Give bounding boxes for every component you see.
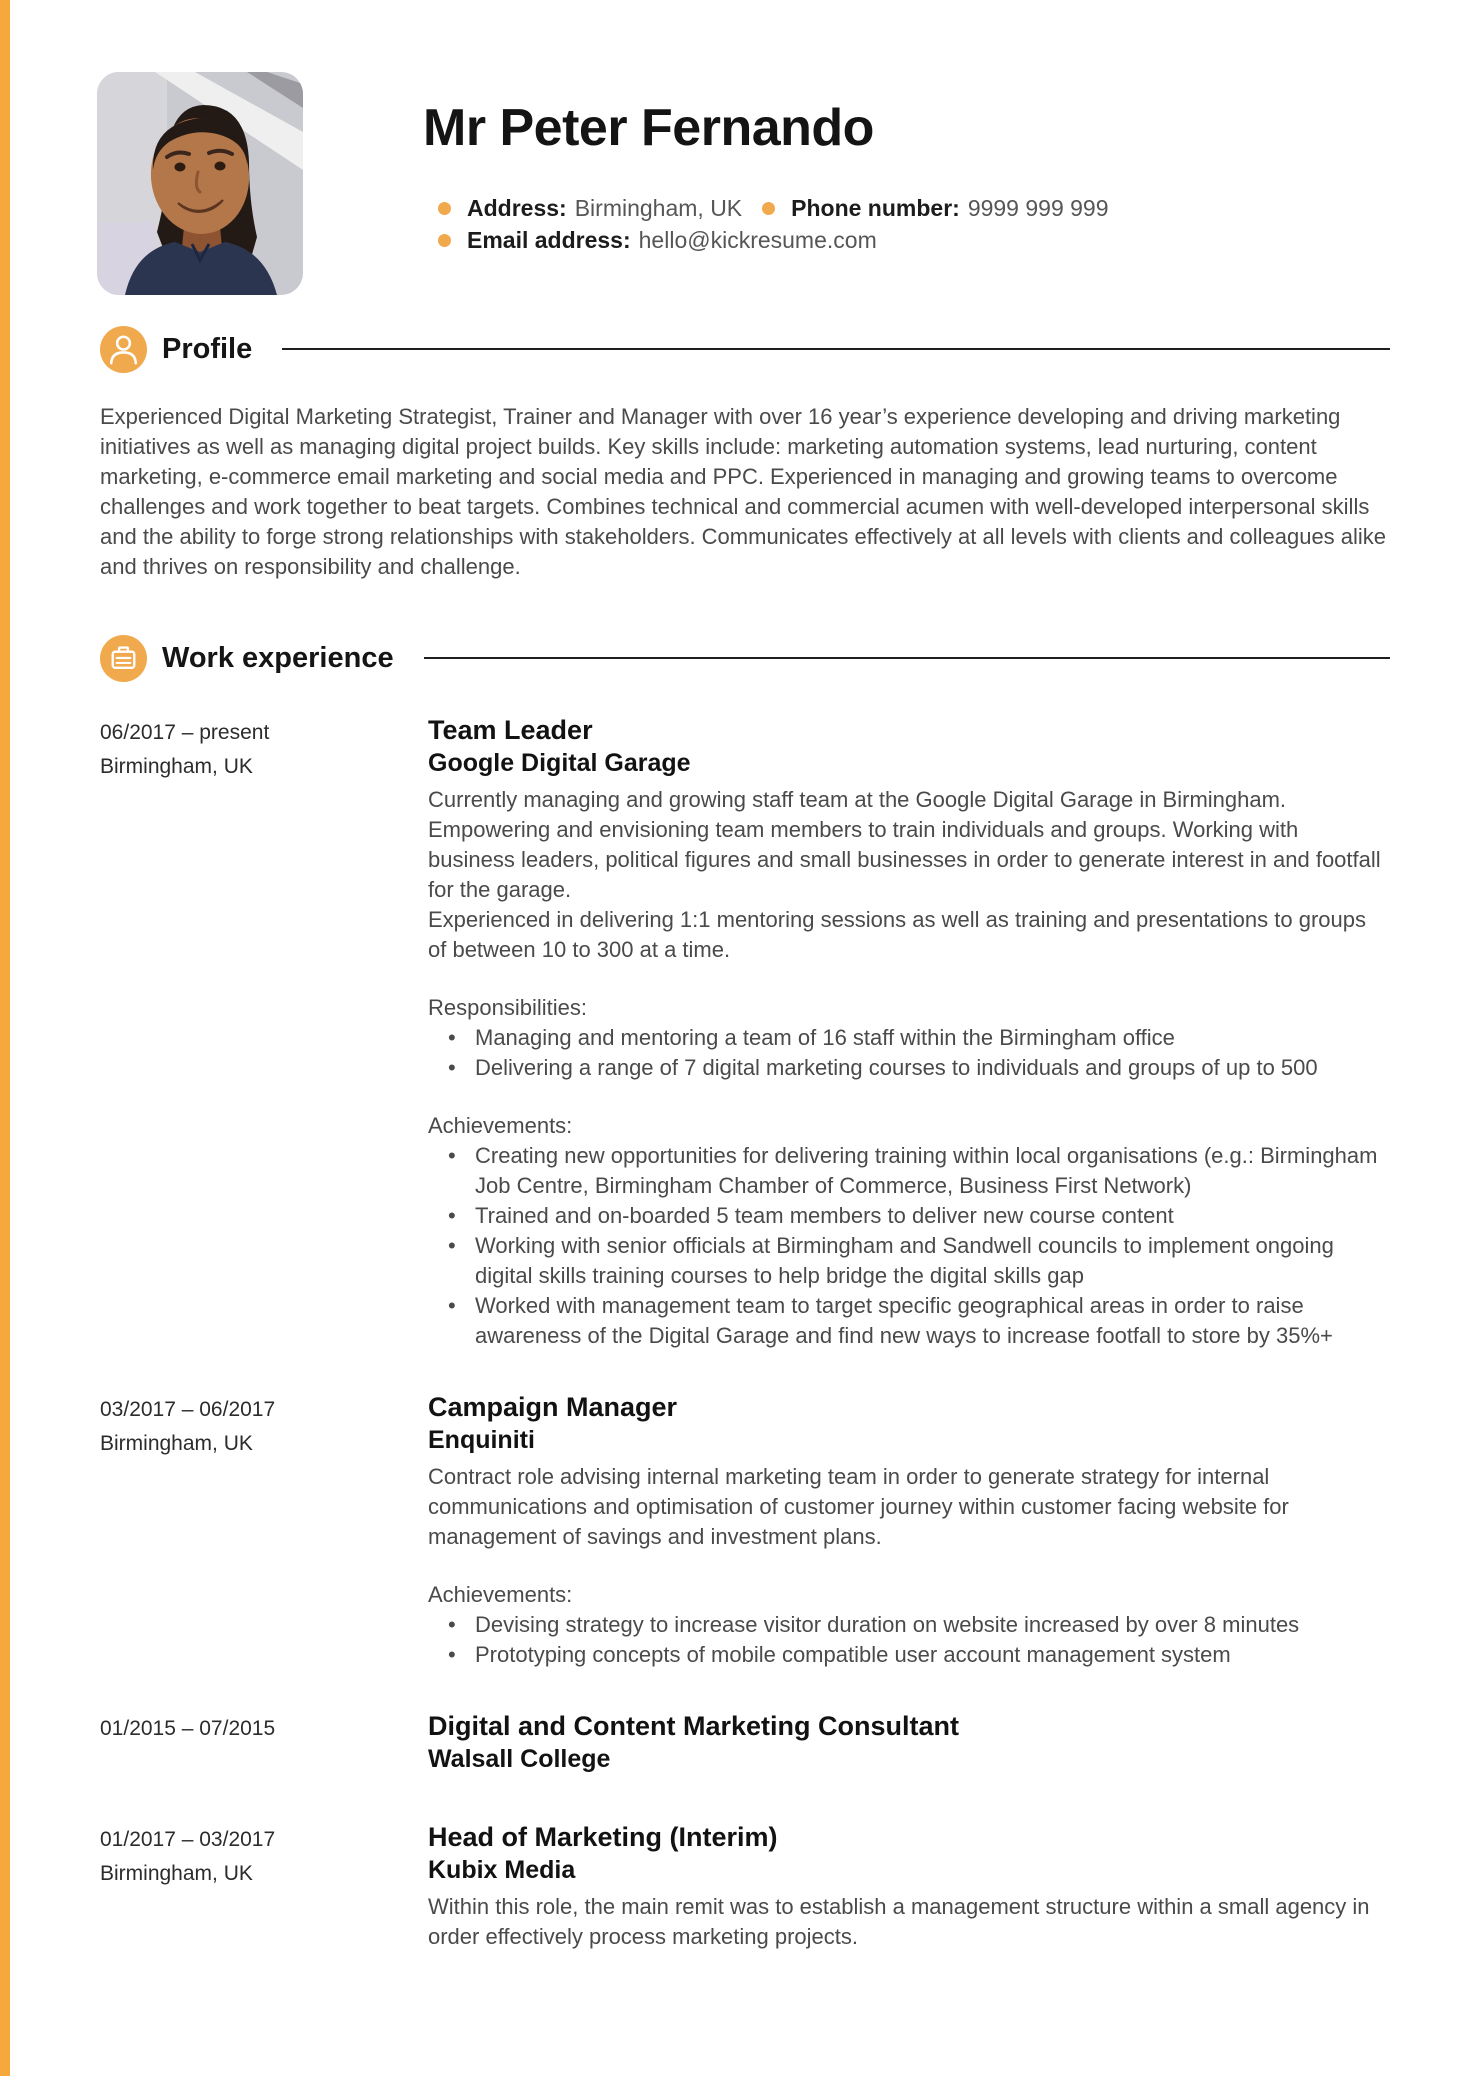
job-meta	[100, 1821, 428, 1952]
job-entry	[100, 1391, 1390, 1670]
job-dates: 01/2015 – 07/2015	[100, 1717, 276, 1740]
job-meta	[100, 714, 428, 1351]
briefcase-icon	[100, 635, 147, 682]
job-bullet-item: • Creating new opportunities for delivering training within local organisations (e.g.: Birmingham Job Centre, Birmingham Chamber of Commerce, Business First Network)	[428, 1141, 1390, 1201]
left-accent-bar	[0, 0, 10, 2076]
profile-photo-illustration	[97, 72, 303, 295]
address-value: Birmingham, UK	[574, 194, 743, 221]
contact-row-2	[438, 224, 1109, 256]
job-paragraph: Within this role, the main remit was to establish a management structure within a small agency in order effectively process marketing projects.	[428, 1894, 1370, 1949]
job-bullet-item: • Worked with management team to target specific geographical areas in order to raise awareness of the Digital Garage and find new ways to increase footfall to store by 35%+	[428, 1291, 1390, 1351]
phone-label: Phone number:	[791, 194, 960, 221]
job-body	[428, 1892, 1390, 1952]
job-details	[428, 1710, 1390, 1781]
person-icon	[100, 326, 147, 373]
job-meta	[100, 1710, 428, 1781]
work-section-title: Work experience	[162, 641, 394, 674]
job-bullet-item: • Delivering a range of 7 digital marketing courses to individuals and groups of up to 500	[428, 1053, 1390, 1083]
job-company: Kubix Media	[428, 1856, 576, 1884]
job-location: Birmingham, UK	[100, 1862, 253, 1885]
job-company: Enquiniti	[428, 1426, 535, 1454]
job-dates: 01/2017 – 03/2017	[100, 1828, 276, 1851]
job-details	[428, 1821, 1390, 1952]
job-meta	[100, 1391, 428, 1670]
job-title: Digital and Content Marketing Consultant	[428, 1711, 959, 1741]
contact-info	[438, 192, 1109, 256]
address-label: Address:	[467, 194, 567, 221]
job-body	[428, 785, 1390, 1351]
job-bullet-list	[428, 1023, 1390, 1083]
job-company: Walsall College	[428, 1745, 611, 1773]
profile-text: Experienced Digital Marketing Strategist, Trainer and Manager with over 16 year’s experience developing and driving marketing initiatives as well as managing digital project builds. Key skills include: marketing automation systems, lead nurturing, content marketing, e-commerce email marketing and social media and PPC. Experienced in managing and growing teams to overcome challenges and work together to beat targets. Combines technical and commercial acumen with well-developed interpersonal skills and the ability to forge strong relationships with stakeholders. Communicates effectively at all levels with clients and colleagues alike and thrives on responsibility and challenge.	[100, 404, 1387, 579]
job-body	[428, 1462, 1390, 1670]
address-bullet-icon	[438, 202, 451, 215]
job-bullet-item: • Prototyping concepts of mobile compatible user account management system	[428, 1640, 1390, 1670]
job-bullet-item: • Managing and mentoring a team of 16 staff within the Birmingham office	[428, 1023, 1390, 1053]
job-bullet-item: • Trained and on-boarded 5 team members to deliver new course content	[428, 1201, 1390, 1231]
email-label: Email address:	[467, 226, 631, 253]
work-experience-section	[100, 634, 1390, 1952]
phone-bullet-icon	[762, 202, 775, 215]
job-dates: 06/2017 – present	[100, 721, 270, 744]
email-value: hello@kickresume.com	[638, 226, 877, 253]
job-group-label: Achievements:	[428, 1113, 573, 1138]
job-details	[428, 1391, 1390, 1670]
job-entry	[100, 714, 1390, 1351]
profile-section	[100, 325, 1390, 582]
work-section-header	[100, 634, 1390, 682]
resume-header	[100, 0, 1390, 325]
job-entry	[100, 1710, 1390, 1781]
profile-section-rule	[282, 348, 1390, 350]
work-section-rule	[424, 657, 1390, 659]
job-group-label: Responsibilities:	[428, 995, 587, 1020]
job-location: Birmingham, UK	[100, 755, 253, 778]
job-bullet-list	[428, 1141, 1390, 1351]
profile-section-title: Profile	[162, 332, 253, 365]
job-title: Campaign Manager	[428, 1392, 678, 1422]
job-list	[100, 714, 1390, 1952]
phone-value: 9999 999 999	[967, 194, 1109, 221]
job-bullet-item: • Working with senior officials at Birmingham and Sandwell councils to implement ongoing digital skills training courses to help bridge the digital skills gap	[428, 1231, 1390, 1291]
job-paragraph: Contract role advising internal marketing team in order to generate strategy for internal communications and optimisation of customer journey within customer facing website for management of savings and investment plans.	[428, 1464, 1289, 1549]
job-group-label: Achievements:	[428, 1582, 573, 1607]
profile-section-header	[100, 325, 1390, 373]
job-bullet-item: • Devising strategy to increase visitor duration on website increased by over 8 minutes	[428, 1610, 1390, 1640]
job-paragraph: Experienced in delivering 1:1 mentoring sessions as well as training and presentations to groups of between 10 to 300 at a time.	[428, 907, 1366, 962]
contact-row-1	[438, 192, 1109, 224]
candidate-name: Mr Peter Fernando	[423, 99, 874, 157]
job-paragraph: Currently managing and growing staff team at the Google Digital Garage in Birmingham. Empowering and envisioning team members to train individuals and groups. Working with business leaders, political figures and small businesses in order to generate interest in and footfall for the garage.	[428, 787, 1381, 902]
job-company: Google Digital Garage	[428, 749, 691, 777]
job-details	[428, 714, 1390, 1351]
job-entry	[100, 1821, 1390, 1952]
job-title: Team Leader	[428, 715, 593, 745]
profile-photo	[97, 72, 303, 295]
job-dates: 03/2017 – 06/2017	[100, 1398, 276, 1421]
job-title: Head of Marketing (Interim)	[428, 1822, 778, 1852]
email-bullet-icon	[438, 234, 451, 247]
job-location: Birmingham, UK	[100, 1432, 253, 1455]
job-bullet-list	[428, 1610, 1390, 1670]
